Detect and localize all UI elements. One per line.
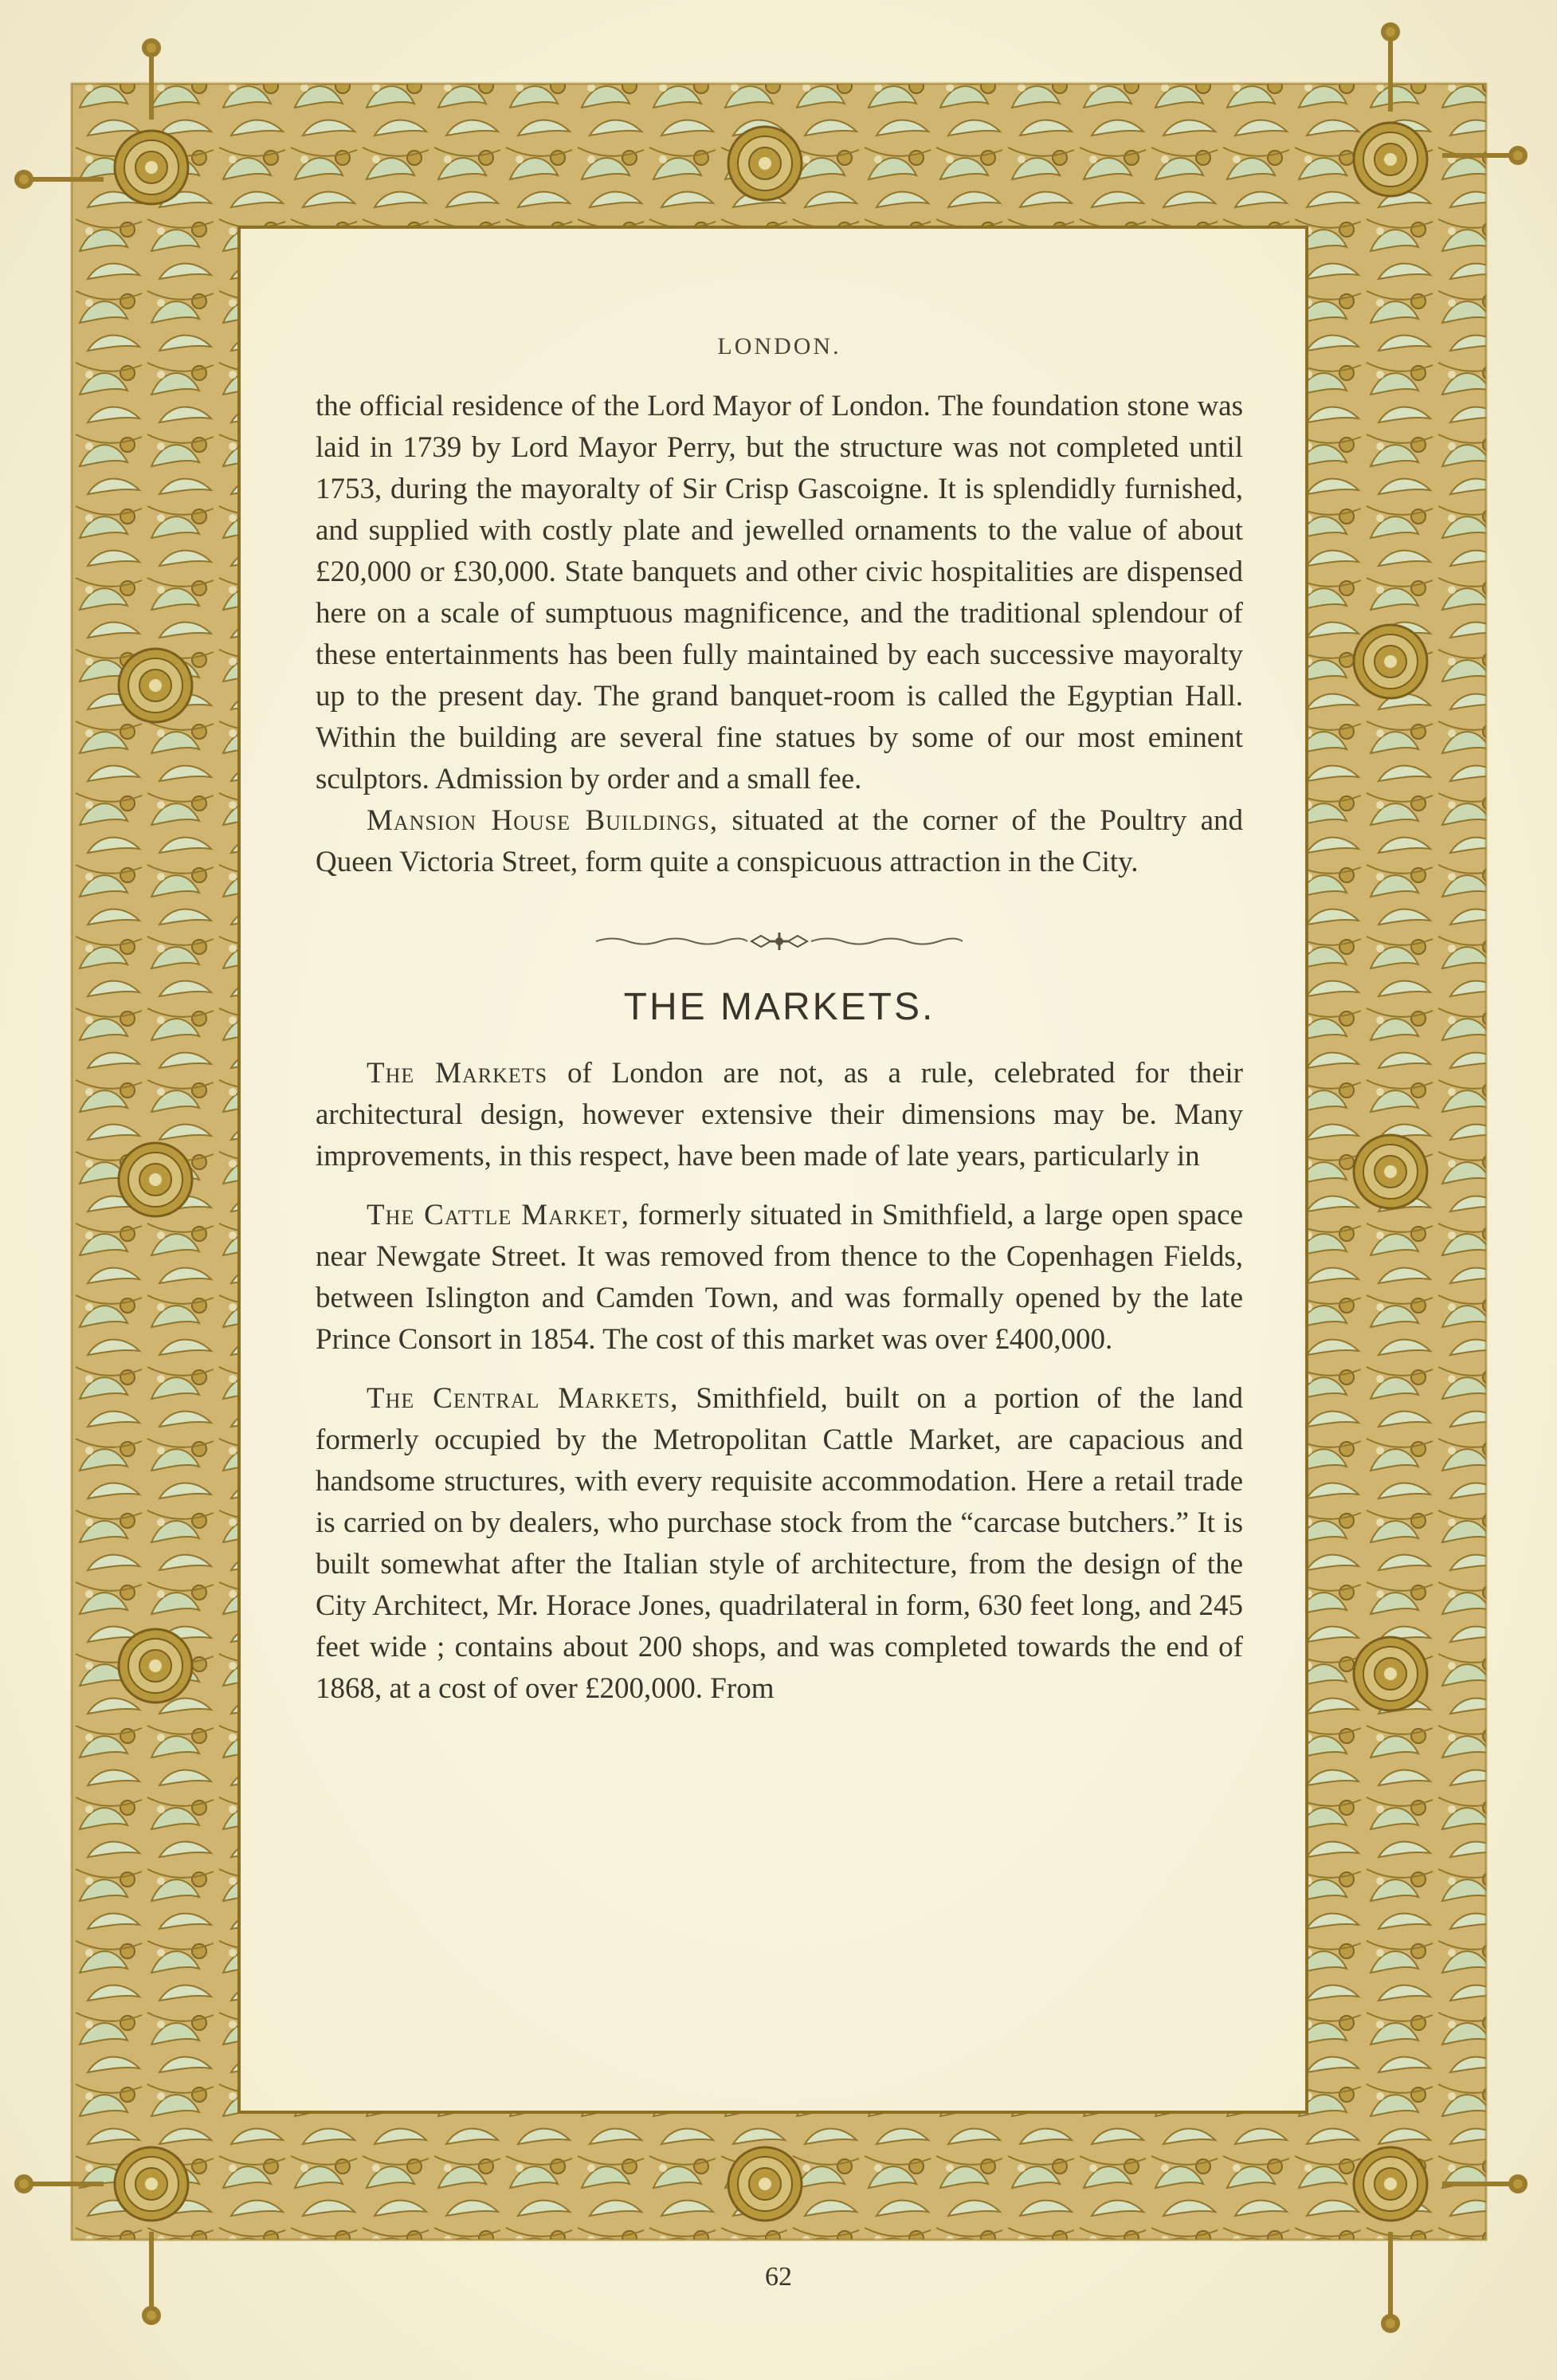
paragraph-mansion-house: the official residence of the Lord Mayor of London. The foundation stone was laid in 1739 by Lord Mayor Perry, but the structure was not completed until 1753, during the mayoralty of Sir Crisp Gascoigne. It is splendidly furnished, and supplied with costly plate and jewelled ornaments to the value of about £20,000 or £30,000. State banquets and other civic hospitalities are dispensed here on a scale of sumptuous magnificence, and the traditional splendour of these entertainments has been fully maintained by each successive mayoralty up to the present day. The grand banquet-room is called the Egyptian Hall. Within the building are several fine statues by some of our most eminent sculptors. Admission by order and a small fee.: [316, 390, 1243, 795]
lead-in-central-markets: The Central Markets,: [367, 1382, 679, 1415]
paragraph-the-markets: [316, 1053, 1243, 1177]
lead-in-cattle-market: The Cattle Market,: [367, 1199, 630, 1231]
section-divider-ornament: [596, 929, 963, 953]
page-number: 62: [765, 2262, 792, 2292]
paragraph-central-markets: [316, 1378, 1243, 1710]
paragraph-cattle-market: [316, 1195, 1243, 1361]
text-block: [316, 319, 1243, 2104]
paragraph-text: formerly situated in Smithfield, a large open space near Newgate Street. It was removed from thence to the Copenhagen Fields, between Islington and Camden Town, and was formally opened by the late Prince Consort in 1854. The cost of this market was over £400,000.: [316, 1199, 1243, 1356]
running-head: LONDON.: [717, 333, 841, 359]
lead-in-the-markets: The Markets: [367, 1057, 548, 1090]
lead-in-mansion-house-buildings: Mansion House Buildings,: [367, 804, 719, 837]
section-title: THE MARKETS.: [623, 986, 935, 1028]
paragraph-text: Smithfield, built on a portion of the land formerly occupied by the Metropolitan Cattle Market, are capacious and handsome structures, with every requisite accommodation. Here a retail trade is carried on by dealers, who purchase stock from the “carcase butchers.” It is built somewhat after the Italian style of architecture, from the design of the City Architect, Mr. Horace Jones, quadrilateral in form, 630 feet long, and 245 feet wide ; contains about 200 shops, and was completed towards the end of 1868, at a cost of over £200,000. From: [316, 1382, 1243, 1705]
paragraph-text: situated at the corner of the Poultry and Queen Victoria Street, form quite a conspicuous attraction in the City.: [316, 804, 1243, 878]
paragraph-text: of London are not, as a rule, celebrated for their architectural design, however extensive their dimensions may be. Many improvements, in this respect, have been made of late years, particularly in: [316, 1057, 1243, 1172]
paragraph-mansion-house-buildings: [316, 800, 1243, 883]
